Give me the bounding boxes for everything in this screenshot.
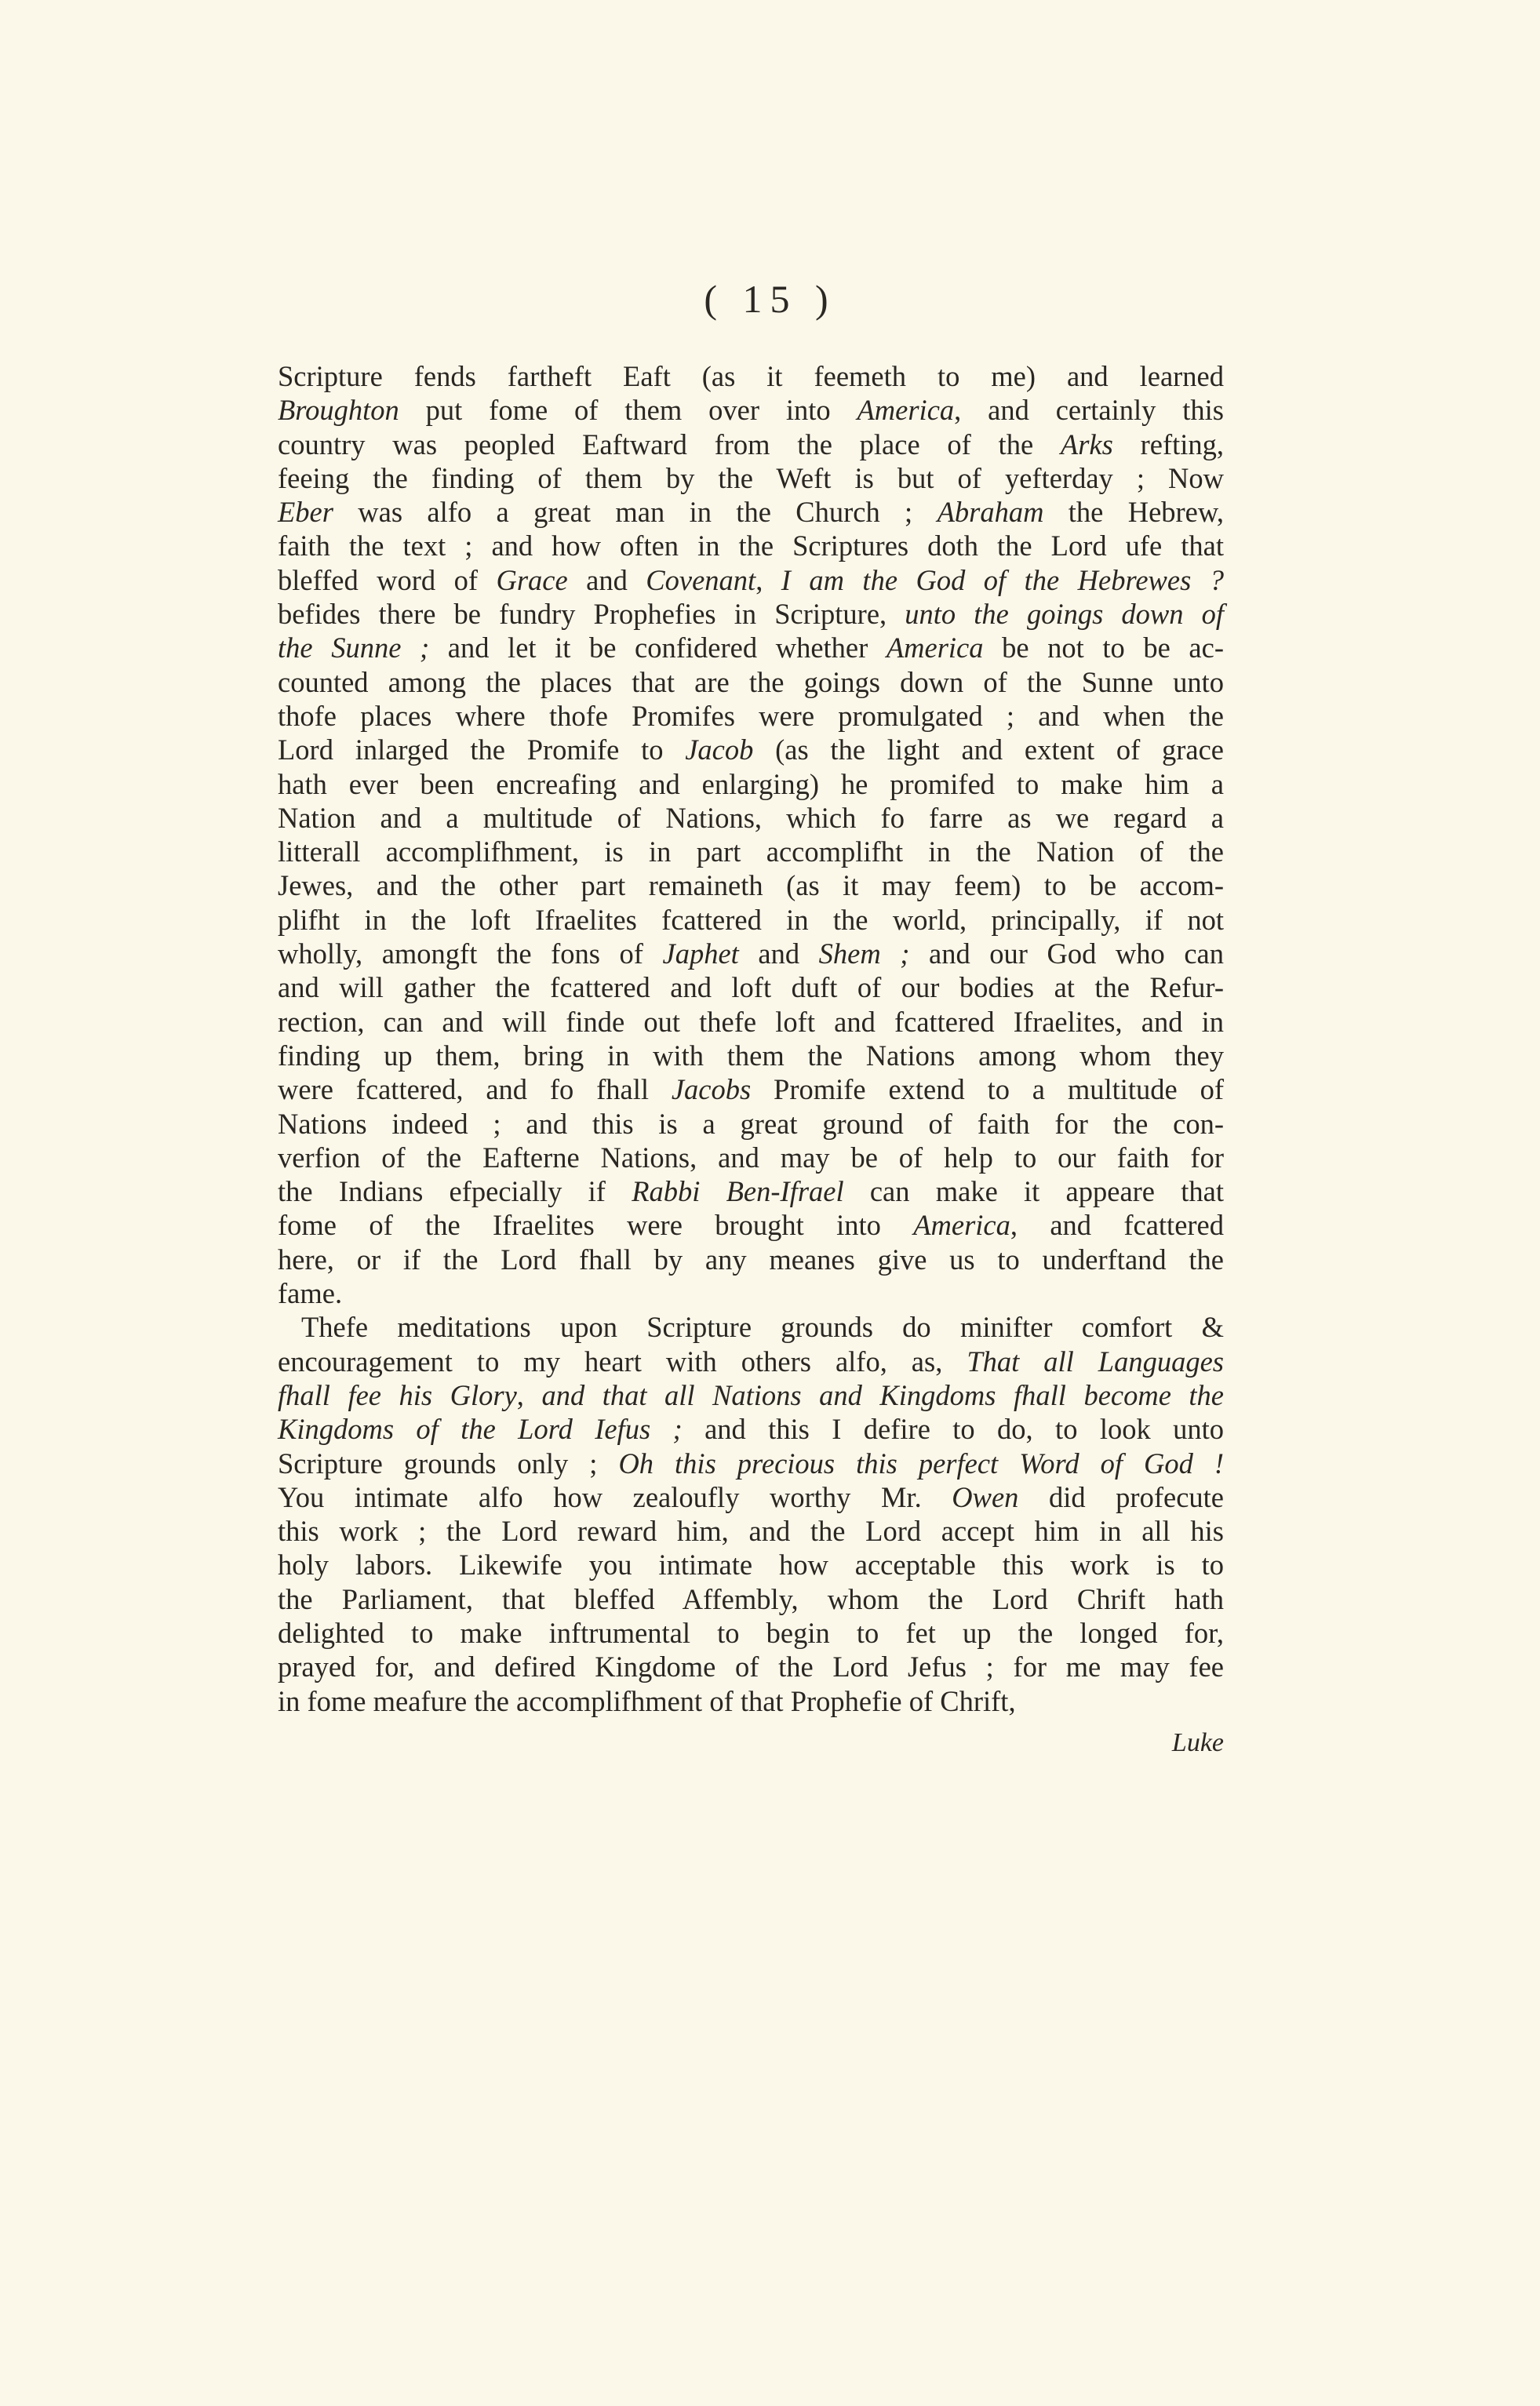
text-run: Scripture fends fartheft Eaft (as it feemeth to me) and learned [278,360,1224,392]
text-run: (as the light and extent of grace [753,733,1225,766]
italic-text-run: Arks [1060,428,1113,460]
text-run: litterall accomplifhment, is in part accomplifht in the Nation of the [278,835,1224,868]
text-line [278,1039,1224,1072]
italic-text-run: unto the goings down of [905,598,1224,631]
text-line [278,1582,1224,1616]
text-run: Nations indeed ; and this is a great ground of faith for the con- [278,1107,1224,1140]
text-line [278,767,1224,801]
text-run: Promife extend to a multitude of [751,1073,1224,1106]
text-line [278,1072,1224,1106]
text-run: can make it appeare that [843,1175,1224,1208]
text-run: put fome of them over into [399,394,857,427]
italic-text-run: America [913,1209,1010,1242]
text-run: , [516,1378,542,1411]
text-line [278,1616,1224,1650]
text-line [278,970,1224,1004]
text-run: delighted to make inftrumental to begin to fet up the longed for, [278,1616,1224,1649]
text-run: fome of the Ifraelites were brought into [278,1209,914,1242]
text-run: , and fcattered [1010,1209,1224,1242]
text-line [278,393,1224,427]
text-run: country was peopled Eaftward from the place of the [278,428,1061,460]
text-line [278,733,1224,766]
text-run: holy labors. Likewife you intimate how acceptable this work is to [278,1549,1224,1582]
text-line [278,359,1224,393]
text-run: prayed for, and defired Kingdome of the Lord Jefus ; for me may fee [278,1651,1224,1683]
text-line [278,529,1224,562]
text-line [278,835,1224,868]
text-run: encouragement to my heart with others alfo, as, [278,1345,967,1378]
page-number: ( 15 ) [704,277,836,321]
text-run: hath ever been encreafing and enlarging) he promifed to make him a [278,767,1224,800]
italic-text-run: That all Languages [967,1345,1224,1378]
italic-text-run: Owen [952,1480,1019,1513]
italic-text-run: Rabbi Ben-Ifrael [632,1175,844,1208]
text-line [278,428,1224,461]
italic-text-run: Shem ; [818,937,910,970]
text-run: and will gather the fcattered and loft duft of our bodies at the Refur- [278,971,1224,1004]
text-run: verfion of the Eafterne Nations, and may be of help to our faith for [278,1141,1224,1174]
text-run: wholly, amongft the fons of [278,937,663,970]
italic-text-run: America [857,394,955,427]
text-line [278,903,1224,937]
text-run: in fome meafure the accomplifhment of that Prophefie of Chrift, [278,1684,1016,1717]
text-run: the Indians efpecially if [278,1175,632,1208]
text-line [278,1174,1224,1208]
text-line [278,1650,1224,1683]
catchword: Luke [1171,1728,1224,1757]
text-line [278,495,1224,529]
italic-text-run: America [886,632,984,664]
text-line [278,1310,1224,1344]
text-line [278,801,1224,835]
text-run: and [567,563,646,596]
text-run: Nation and a multitude of Nations, which fo farre as we regard a [278,801,1224,834]
text-run: finding up them, bring in with them the Nations among whom they [278,1039,1224,1072]
text-run: and [738,937,819,970]
text-run: Scripture grounds only ; [278,1447,619,1480]
text-line [278,1243,1224,1276]
italic-text-run: Abraham [937,496,1044,529]
text-run: the Hebrew, [1043,496,1224,529]
text-line [278,597,1224,631]
text-run: rection, can and will finde out thefe loft and fcattered Ifraelites, and in [278,1005,1224,1038]
italic-text-run: Japhet [662,937,739,970]
text-run: thofe places where thofe Promifes were promulgated ; and when the [278,699,1224,732]
text-run: bleffed word of [278,563,497,596]
text-run: did profecute [1018,1480,1224,1513]
italic-text-run: Oh this precious this perfect Word of God ! [618,1447,1225,1480]
text-run: this work ; the Lord reward him, and the Lord accept him in all his [278,1515,1224,1548]
text-line [278,937,1224,970]
text-line [278,1345,1224,1378]
text-line [278,1447,1224,1480]
text-run: here, or if the Lord fhall by any meanes give us to underftand the [278,1243,1224,1276]
text-run: and our God who can [909,937,1225,970]
italic-text-run: and that all Nations and Kingdoms fhall become the [541,1378,1225,1411]
text-line [278,1684,1224,1718]
text-line [278,868,1224,902]
text-run: , and certainly this [954,394,1224,427]
italic-text-run: Grace [496,563,568,596]
body-text [278,359,1224,1718]
text-line [278,1548,1224,1582]
text-line [278,1514,1224,1548]
text-line [278,699,1224,733]
text-line [278,665,1224,699]
text-run: faith the text ; and how often in the Scriptures doth the Lord ufe that [278,530,1224,562]
italic-text-run: I am the God of the Hebrewes ? [781,563,1224,596]
text-line [278,1107,1224,1141]
text-line [278,631,1224,664]
text-run: the Parliament, that bleffed Affembly, whom the Lord Chrift hath [278,1582,1224,1615]
text-run: Thefe meditations upon Scripture grounds do minifter comfort & [301,1311,1224,1344]
italic-text-run: Eber [278,496,333,529]
text-line [278,1378,1224,1412]
text-run: counted among the places that are the goings down of the Sunne unto [278,665,1224,698]
text-run: feeing the finding of them by the Weft is but of yefterday ; Now [278,461,1224,494]
italic-text-run: Jacob [685,733,754,766]
text-run: Lord inlarged the Promife to [278,733,686,766]
italic-text-run: Broughton [278,394,399,427]
text-line [278,563,1224,597]
text-run: You intimate alfo how zealoufly worthy Mr. [278,1480,952,1513]
text-run: and let it be confidered whether [429,632,887,664]
text-run: refting, [1112,428,1225,460]
italic-text-run: Covenant [646,563,756,596]
text-line [278,1276,1224,1310]
italic-text-run: the Sunne ; [278,632,430,664]
text-line [278,1412,1224,1446]
text-run: were fcattered, and fo fhall [278,1073,672,1106]
text-line [278,1480,1224,1514]
text-run: fame. [278,1277,343,1310]
text-line [278,1141,1224,1174]
italic-text-run: Kingdoms of the Lord Iefus ; [278,1413,683,1446]
text-line [278,1005,1224,1039]
text-run: befides there be fundry Prophefies in Scripture, [278,598,905,631]
text-run: and this I defire to do, to look unto [682,1413,1224,1446]
text-run: Jewes, and the other part remaineth (as it may feem) to be accom- [278,869,1224,902]
text-run: be not to be ac- [983,632,1224,664]
text-line [278,1208,1224,1242]
text-run: plifht in the loft Ifraelites fcattered in the world, principally, if not [278,903,1224,936]
italic-text-run: Jacobs [671,1073,752,1106]
text-line [278,461,1224,495]
italic-text-run: fhall fee his Glory [278,1378,517,1411]
text-run: was alfo a great man in the Church ; [333,496,937,529]
text-run: , [755,563,781,596]
